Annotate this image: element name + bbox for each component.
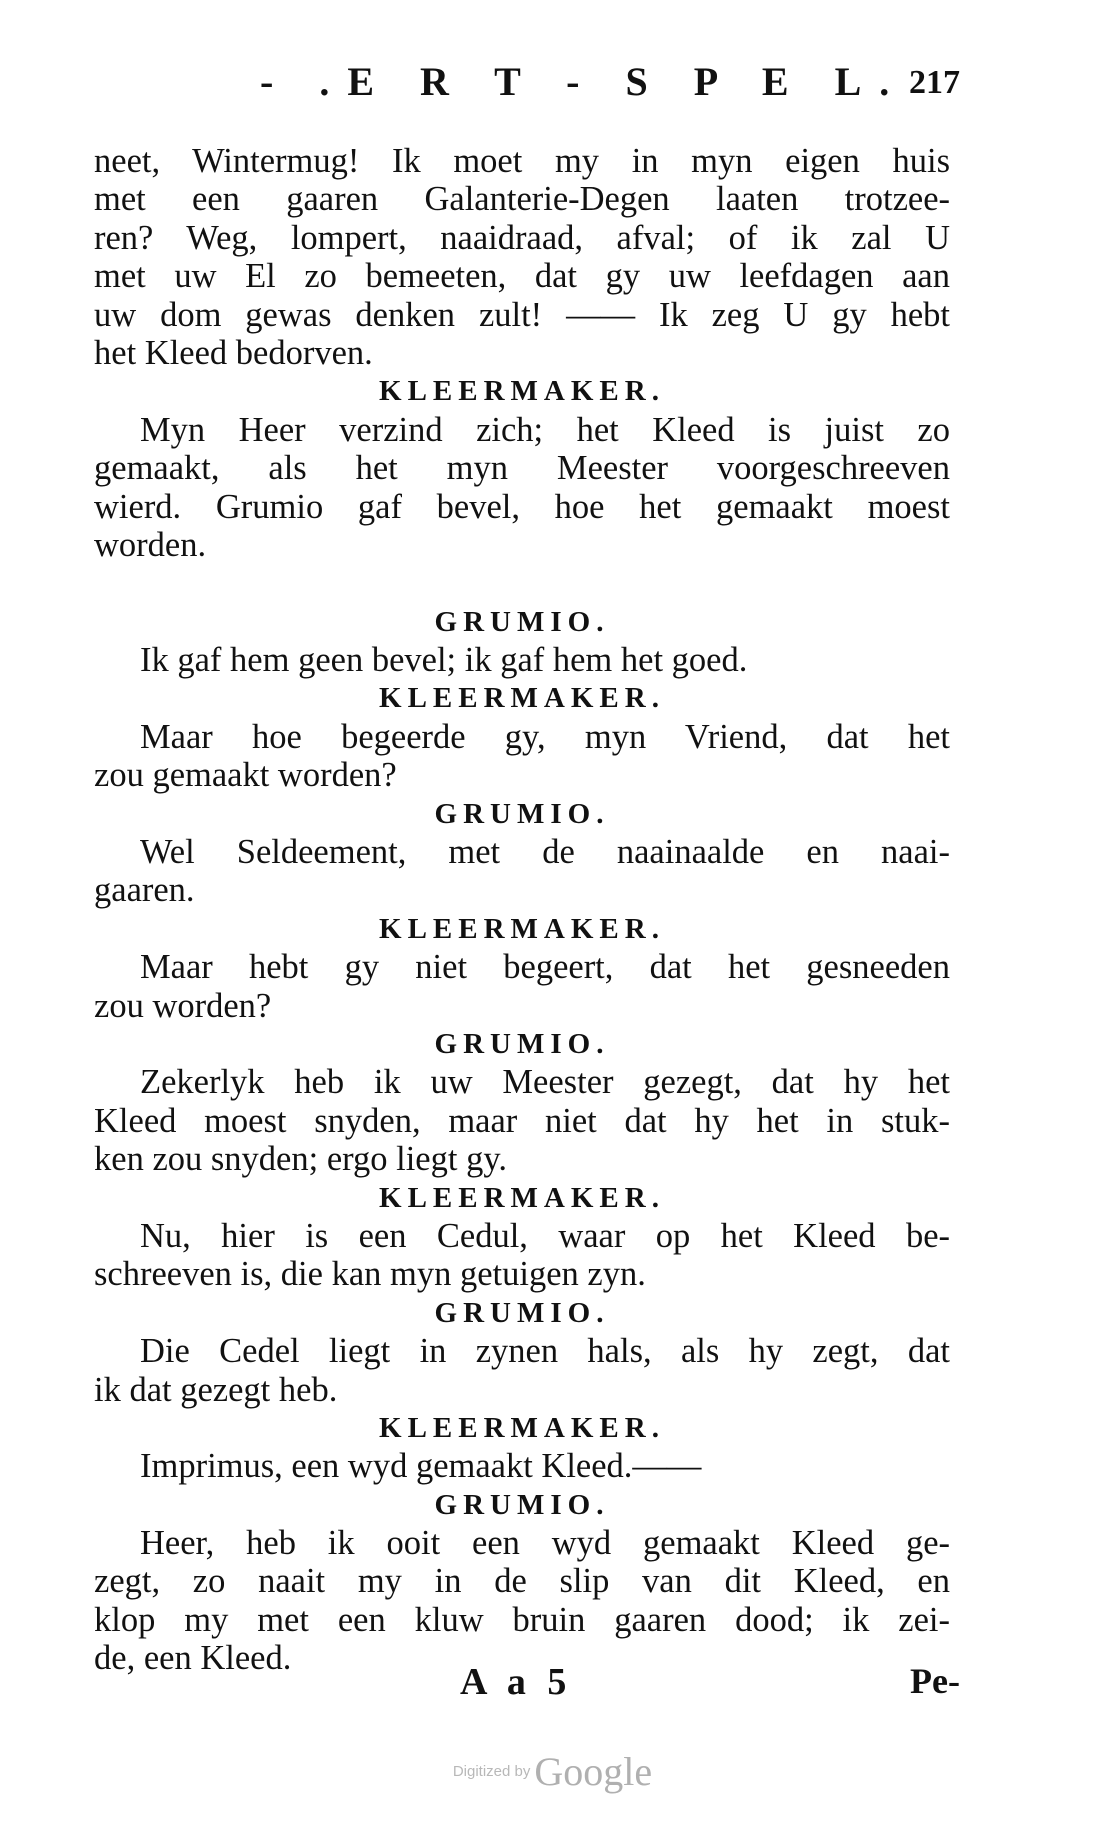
text-line: uw dom gewas denken zult! —— Ik zeg U gy hebt [94,295,950,334]
speaker-name: KLEERMAKER. [379,682,665,715]
text-line: met uw El zo bemeeten, dat gy uw leefdagen aan [94,257,950,296]
digitized-watermark [0,1748,1105,1795]
speaker-name: KLEERMAKER. [379,912,665,945]
text-line: Maar hebt gy niet begeert, dat het gesneeden [140,948,950,987]
text-line: ken zou snyden; ergo liegt gy. [94,1140,507,1179]
speaker-name: KLEERMAKER. [379,375,665,408]
text-line: Heer, heb ik ooit een wyd gemaakt Kleed ge- [140,1524,950,1563]
text-line: Kleed moest snyden, maar niet dat hy het in stuk- [94,1101,950,1140]
page-number: 217 [909,64,960,101]
text-line: neet, Wintermug! Ik moet my in myn eigen huis [94,142,950,180]
speaker-name: KLEERMAKER. [379,1411,665,1444]
text-line: zou gemaakt worden? [94,756,397,795]
page-body [94,142,950,1678]
text-line: Myn Heer verzind zich; het Kleed is juist zo [140,410,950,449]
text-line: worden. [94,525,207,564]
text-line: ren? Weg, lompert, naaidraad, afval; of ik zal U [94,218,950,257]
text-line: zegt, zo naait my in de slip van dit Kleed, en [94,1562,950,1601]
text-line: gemaakt, als het myn Meester voorgeschreeven [94,449,950,488]
text-line: ik dat gezegt heb. [94,1370,338,1409]
text-line: Ik gaf hem geen bevel; ik gaf hem het goed. [140,641,748,680]
speaker-name: KLEERMAKER. [379,1181,665,1214]
text-line: schreeven is, die kan myn getuigen zyn. [94,1255,646,1294]
text-line: met een gaaren Galanterie-Degen laaten trotzee- [94,180,950,219]
blank-line [94,564,950,602]
text-line: Wel Seldeement, met de naainaalde en naai- [140,833,950,872]
speaker-name: GRUMIO. [434,1488,610,1521]
page-header [100,58,960,118]
text-line: Maar hoe begeerde gy, myn Vriend, dat het [140,717,950,756]
text-line: zou worden? [94,986,272,1025]
text-line: de, een Kleed. [94,1639,292,1678]
watermark-prefix: Digitized by [452,1763,531,1780]
text-line: wierd. Grumio gaf bevel, hoe het gemaakt moest [94,487,950,526]
running-head: - .E R T - S P E L. [260,59,908,104]
text-line: klop my met een kluw bruin gaaren dood; ik zei- [94,1600,950,1639]
google-logo: Google [534,1749,653,1794]
speaker-name: GRUMIO. [434,1027,610,1060]
text-line: Zekerlyk heb ik uw Meester gezegt, dat hy het [140,1063,950,1102]
speaker-name: GRUMIO. [434,1296,610,1329]
text-line: Die Cedel liegt in zynen hals, als hy zegt, dat [140,1332,950,1371]
text-line: Imprimus, een wyd gemaakt Kleed.—— [140,1447,702,1486]
text-line: Nu, hier is een Cedul, waar op het Kleed be- [140,1216,950,1255]
text-line: gaaren. [94,871,195,910]
signature-mark: A a 5 [460,1661,573,1703]
speaker-name: GRUMIO. [434,605,610,638]
speaker-name: GRUMIO. [434,797,610,830]
text-line: het Kleed bedorven. [94,333,373,372]
page-footer [100,1660,960,1710]
catchword: Pe- [910,1661,960,1701]
